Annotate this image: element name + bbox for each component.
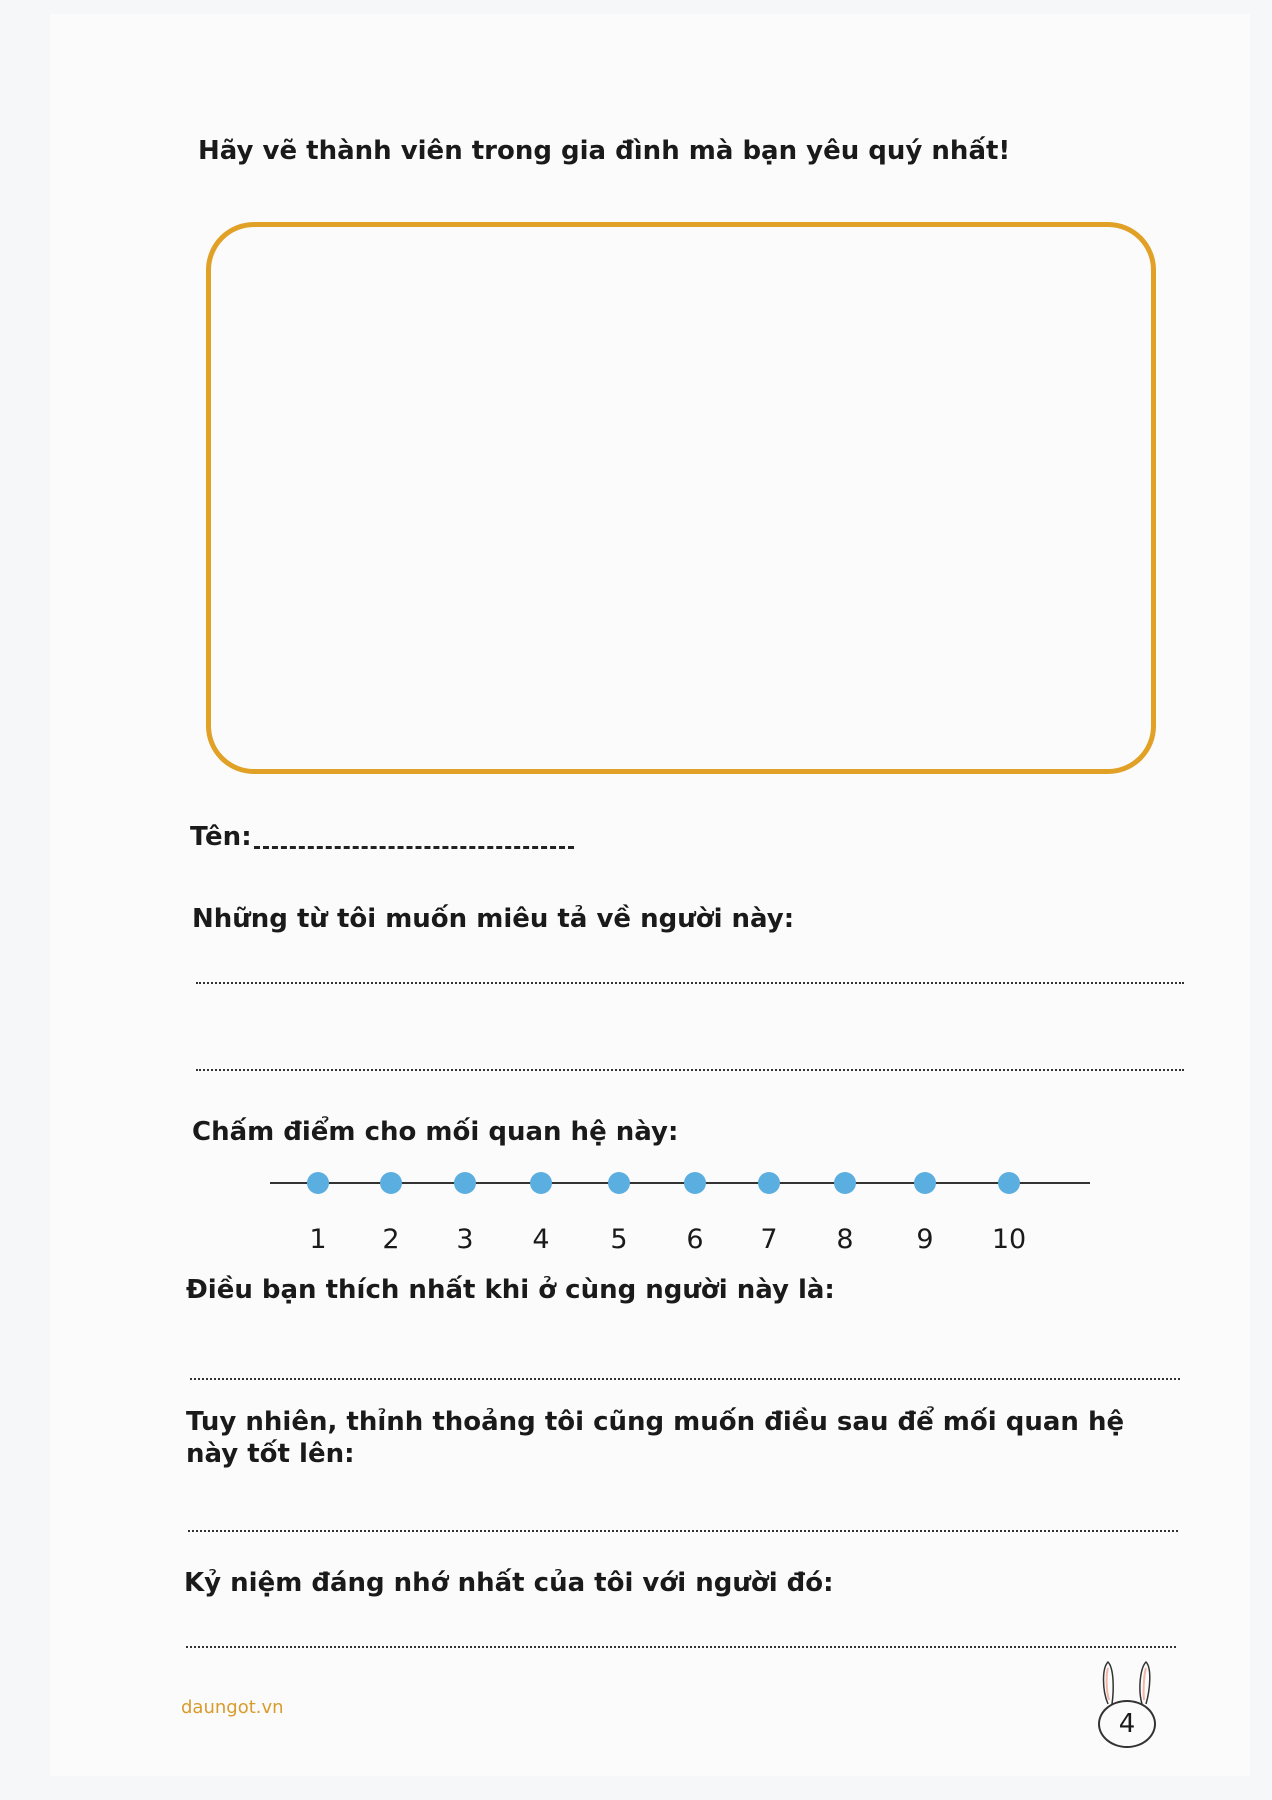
rating-number-6: 6 bbox=[686, 1224, 704, 1255]
page-number: 4 bbox=[1098, 1700, 1156, 1748]
site-footer: daungot.vn bbox=[181, 1697, 284, 1718]
rating-number-9: 9 bbox=[916, 1224, 934, 1255]
rating-number-7: 7 bbox=[760, 1224, 778, 1255]
drawing-frame[interactable] bbox=[206, 222, 1156, 774]
describe-line-1[interactable] bbox=[196, 982, 1184, 984]
name-field[interactable] bbox=[254, 846, 574, 849]
memory-label: Kỷ niệm đáng nhớ nhất của tôi với người đó: bbox=[184, 1568, 834, 1598]
rating-number-5: 5 bbox=[610, 1224, 628, 1255]
rating-number-4: 4 bbox=[532, 1224, 550, 1255]
rating-dot-4[interactable] bbox=[530, 1172, 552, 1194]
rating-number-8: 8 bbox=[836, 1224, 854, 1255]
rating-scale bbox=[260, 1150, 1100, 1270]
like-label: Điều bạn thích nhất khi ở cùng người này là: bbox=[186, 1275, 835, 1305]
rating-dot-10[interactable] bbox=[998, 1172, 1020, 1194]
rating-dot-6[interactable] bbox=[684, 1172, 706, 1194]
rating-dot-8[interactable] bbox=[834, 1172, 856, 1194]
rating-dot-3[interactable] bbox=[454, 1172, 476, 1194]
memory-line[interactable] bbox=[186, 1646, 1176, 1648]
rating-number-1: 1 bbox=[309, 1224, 327, 1255]
describe-label: Những từ tôi muốn miêu tả về người này: bbox=[192, 904, 795, 934]
rating-dot-9[interactable] bbox=[914, 1172, 936, 1194]
rating-number-10: 10 bbox=[991, 1224, 1027, 1255]
name-label: Tên: bbox=[190, 822, 252, 852]
rating-dot-7[interactable] bbox=[758, 1172, 780, 1194]
rating-dot-1[interactable] bbox=[307, 1172, 329, 1194]
improve-label: Tuy nhiên, thỉnh thoảng tôi cũng muốn điều sau để mối quan hệ này tốt lên: bbox=[186, 1407, 1125, 1469]
describe-line-2[interactable] bbox=[196, 1069, 1184, 1071]
rating-dot-5[interactable] bbox=[608, 1172, 630, 1194]
improve-line[interactable] bbox=[188, 1530, 1178, 1532]
drawing-prompt: Hãy vẽ thành viên trong gia đình mà bạn yêu quý nhất! bbox=[198, 136, 1011, 166]
rating-number-3: 3 bbox=[456, 1224, 474, 1255]
like-line[interactable] bbox=[190, 1378, 1180, 1380]
rating-number-2: 2 bbox=[382, 1224, 400, 1255]
rating-label: Chấm điểm cho mối quan hệ này: bbox=[192, 1117, 679, 1147]
rating-dot-2[interactable] bbox=[380, 1172, 402, 1194]
